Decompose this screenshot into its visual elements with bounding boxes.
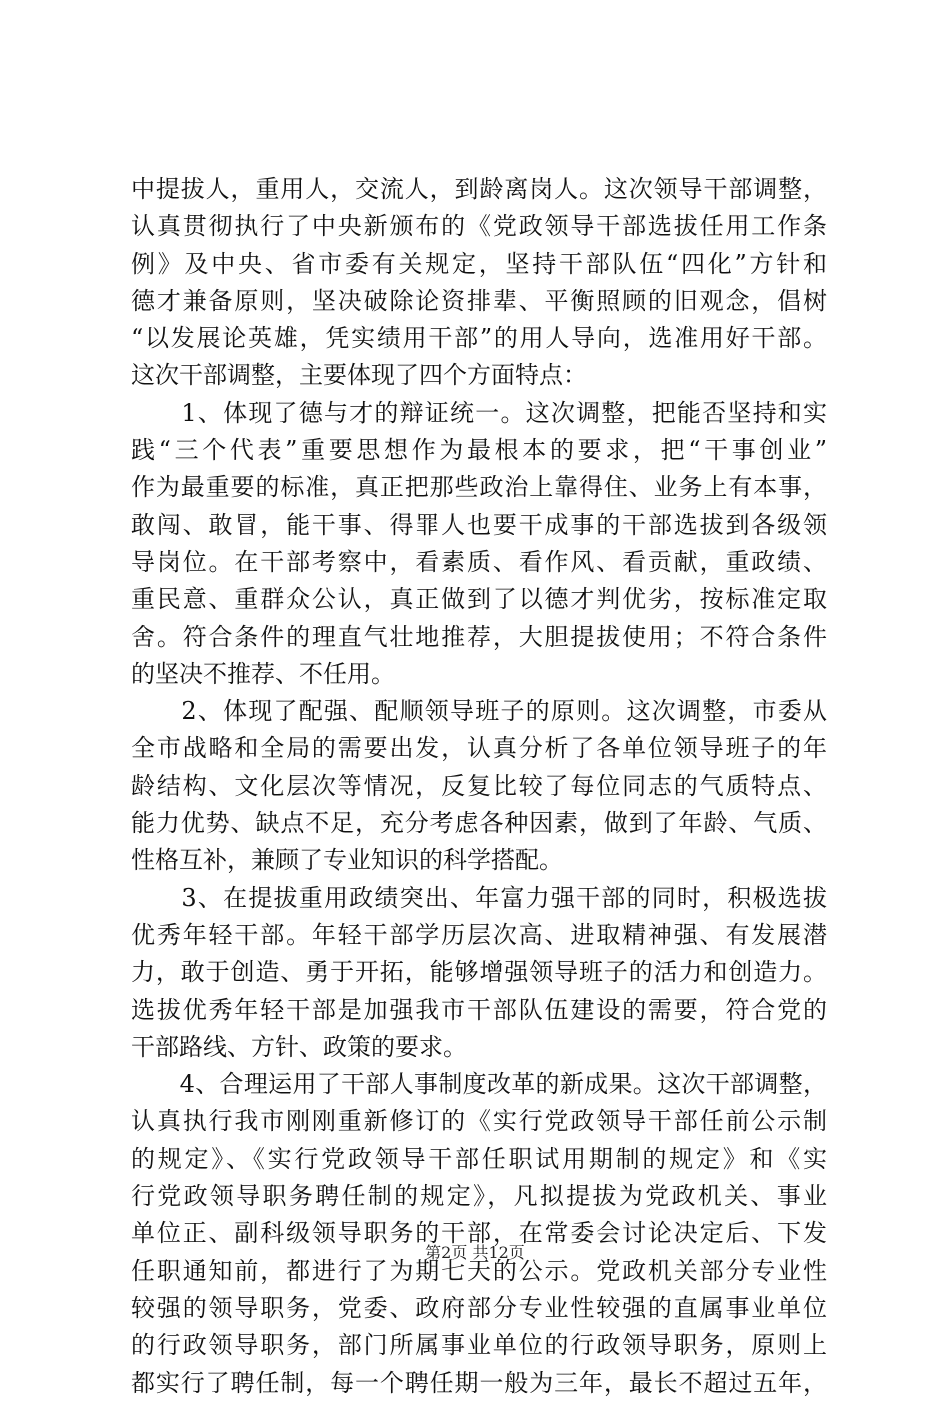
text-line: 德才兼备原则，坚决破除论资排辈、平衡照顾的旧观念，倡树 (131, 286, 827, 315)
text-line: 1、体现了德与才的辩证统一。这次调整，把能否坚持和实 (131, 398, 827, 427)
text-line: 力，敢于创造、勇于开拓，能够增强领导班子的活力和创造力。 (131, 958, 827, 987)
text-line: 的行政领导职务，部门所属事业单位的行政领导职务，原则上 (131, 1331, 827, 1360)
text-line: 敢闯、敢冒，能干事、得罪人也要干成事的干部选拔到各级领 (131, 510, 827, 539)
text-line: 干部路线、方针、政策的要求。 (131, 1032, 467, 1061)
text-line: 3、在提拔重用政绩突出、年富力强干部的同时，积极选拔 (131, 883, 827, 912)
text-line: 任职通知前，都进行了为期七天的公示。党政机关部分专业性 (131, 1256, 827, 1285)
text-line: 能力优势、缺点不足，充分考虑各种因素，做到了年龄、气质、 (131, 809, 827, 838)
text-line: 龄结构、文化层次等情况，反复比较了每位同志的气质特点、 (131, 771, 827, 800)
text-line: 例》及中央、省市委有关规定，坚持干部队伍“四化”方针和 (131, 249, 827, 278)
document-body (131, 171, 827, 1402)
page-footer: 第2页 共12页 (425, 1243, 525, 1262)
text-line: 导岗位。在干部考察中，看素质、看作风、看贡献，重政绩、 (131, 547, 827, 576)
text-line: 4、合理运用了干部人事制度改革的新成果。这次干部调整， (131, 1070, 827, 1099)
text-line: 2、体现了配强、配顺领导班子的原则。这次调整，市委从 (131, 697, 827, 726)
text-line: 这次干部调整，主要体现了四个方面特点： (131, 361, 587, 390)
text-line: 作为最重要的标准，真正把那些政治上靠得住、业务上有本事， (131, 473, 827, 502)
text-line: 的规定》、《实行党政领导干部任职试用期制的规定》和《实 (131, 1144, 827, 1173)
text-line: 认真贯彻执行了中央新颁布的《党政领导干部选拔任用工作条 (131, 212, 827, 241)
text-line: 舍。符合条件的理直气壮地推荐，大胆提拔使用；不符合条件 (131, 622, 827, 651)
text-line: 认真执行我市刚刚重新修订的《实行党政领导干部任前公示制 (131, 1107, 827, 1136)
text-line: 践“三个代表”重要思想作为最根本的要求，把“干事创业” (131, 436, 827, 465)
text-line: 的坚决不推荐、不任用。 (131, 659, 395, 688)
text-line: 性格互补，兼顾了专业知识的科学搭配。 (131, 846, 563, 875)
text-line: 选拔优秀年轻干部是加强我市干部队伍建设的需要，符合党的 (131, 995, 827, 1024)
text-line: 中提拔人，重用人，交流人，到龄离岗人。这次领导干部调整， (131, 175, 827, 203)
text-line: 行党政领导职务聘任制的规定》，凡拟提拔为党政机关、事业 (131, 1182, 827, 1211)
text-line: 全市战略和全局的需要出发，认真分析了各单位领导班子的年 (131, 734, 827, 763)
text-line: 较强的领导职务，党委、政府部分专业性较强的直属事业单位 (131, 1293, 827, 1322)
text-line: “以发展论英雄，凭实绩用干部”的用人导向，选准用好干部。 (131, 324, 827, 353)
text-line: 重民意、重群众公认，真正做到了以德才判优劣，按标准定取 (131, 585, 827, 614)
text-line: 都实行了聘任制，每一个聘任期一般为三年，最长不超过五年， (131, 1368, 827, 1397)
text-line: 优秀年轻干部。年轻干部学历层次高、进取精神强、有发展潜 (131, 920, 827, 949)
text-line: 单位正、副科级领导职务的干部，在常委会讨论决定后、下发 (131, 1219, 827, 1248)
